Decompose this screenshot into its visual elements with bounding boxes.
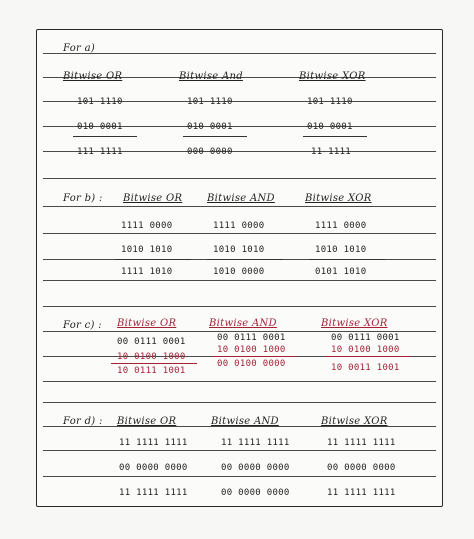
- section-a-or-row-2: 010 0001: [77, 122, 123, 132]
- section-c-and-row-2: 10 0100 1000: [217, 345, 286, 355]
- section-a-and-result: 000 0000: [187, 147, 233, 157]
- section-d-xor-heading: Bitwise XOR: [321, 416, 388, 427]
- section-c-and-result: 00 0100 0000: [217, 359, 286, 369]
- sum-line: [207, 259, 283, 260]
- section-b-and-result: 1010 0000: [213, 267, 265, 277]
- section-b-and-row-1: 1111 0000: [213, 221, 265, 231]
- section-a-xor-row-2: 010 0001: [307, 122, 353, 132]
- section-a-and-heading: Bitwise And: [179, 71, 243, 82]
- section-b-xor-row-2: 1010 1010: [315, 245, 367, 255]
- ruled-line: [43, 280, 436, 281]
- ruled-line: [43, 331, 436, 332]
- sum-line: [115, 259, 191, 260]
- section-b-label: For b) :: [63, 193, 103, 204]
- section-c-xor-result: 10 0011 1001: [331, 363, 400, 373]
- section-a-label: For a): [63, 43, 96, 54]
- section-d-or-row-1: 11 1111 1111: [119, 438, 188, 448]
- section-a-and-row-2: 010 0001: [187, 122, 233, 132]
- section-c-or-heading: Bitwise OR: [117, 318, 177, 329]
- ruled-line: [43, 450, 436, 451]
- section-c-or-result: 10 0111 1001: [117, 366, 186, 376]
- sum-line: [303, 136, 367, 137]
- section-c-and-heading: Bitwise AND: [209, 318, 277, 329]
- section-a-xor-result: 11 1111: [311, 147, 352, 157]
- section-d-xor-result: 11 1111 1111: [327, 488, 396, 498]
- section-d-label: For d) :: [63, 416, 103, 427]
- section-d-or-result: 11 1111 1111: [119, 488, 188, 498]
- section-c-or-row-2: 10 0100 1000: [117, 352, 186, 362]
- section-d-and-heading: Bitwise AND: [211, 416, 279, 427]
- section-a-xor-heading: Bitwise XOR: [299, 71, 366, 82]
- sum-line: [111, 363, 197, 364]
- section-a-and-row-1: 101 1110: [187, 97, 233, 107]
- section-b-or-row-1: 1111 0000: [121, 221, 173, 231]
- section-d-and-row-2: 00 0000 0000: [221, 463, 290, 473]
- section-d-and-result: 00 0000 0000: [221, 488, 290, 498]
- section-d-or-row-2: 00 0000 0000: [119, 463, 188, 473]
- section-b-or-row-2: 1010 1010: [121, 245, 173, 255]
- section-c-and-row-1: 00 0111 0001: [217, 333, 286, 343]
- sum-line: [309, 259, 385, 260]
- ruled-line: [43, 206, 436, 207]
- section-c-xor-row-2: 10 0100 1000: [331, 345, 400, 355]
- section-d-xor-row-1: 11 1111 1111: [327, 438, 396, 448]
- section-a-or-row-1: 101 1110: [77, 97, 123, 107]
- section-b-xor-heading: Bitwise XOR: [305, 193, 372, 204]
- section-b-and-heading: Bitwise AND: [207, 193, 275, 204]
- section-c-xor-heading: Bitwise XOR: [321, 318, 388, 329]
- ruled-line: [43, 53, 436, 54]
- sum-line: [325, 356, 411, 357]
- section-d-xor-row-2: 00 0000 0000: [327, 463, 396, 473]
- sum-line: [211, 356, 297, 357]
- notebook-page: [36, 29, 443, 507]
- ruled-line: [43, 402, 436, 403]
- ruled-line: [43, 233, 436, 234]
- section-d-or-heading: Bitwise OR: [117, 416, 177, 427]
- section-b-xor-row-1: 1111 0000: [315, 221, 367, 231]
- sum-line: [183, 136, 247, 137]
- section-b-and-row-2: 1010 1010: [213, 245, 265, 255]
- section-a-or-heading: Bitwise OR: [63, 71, 123, 82]
- section-d-and-row-1: 11 1111 1111: [221, 438, 290, 448]
- section-c-xor-row-1: 00 0111 0001: [331, 333, 400, 343]
- section-b-or-heading: Bitwise OR: [123, 193, 183, 204]
- section-a-xor-row-1: 101 1110: [307, 97, 353, 107]
- ruled-line: [43, 476, 436, 477]
- section-a-or-result: 111 1111: [77, 147, 123, 157]
- ruled-line: [43, 306, 436, 307]
- section-b-or-result: 1111 1010: [121, 267, 173, 277]
- ruled-line: [43, 178, 436, 179]
- section-c-label: For c) :: [63, 320, 102, 331]
- sum-line: [73, 136, 137, 137]
- ruled-line: [43, 381, 436, 382]
- section-c-or-row-1: 00 0111 0001: [117, 337, 186, 347]
- section-b-xor-result: 0101 1010: [315, 267, 367, 277]
